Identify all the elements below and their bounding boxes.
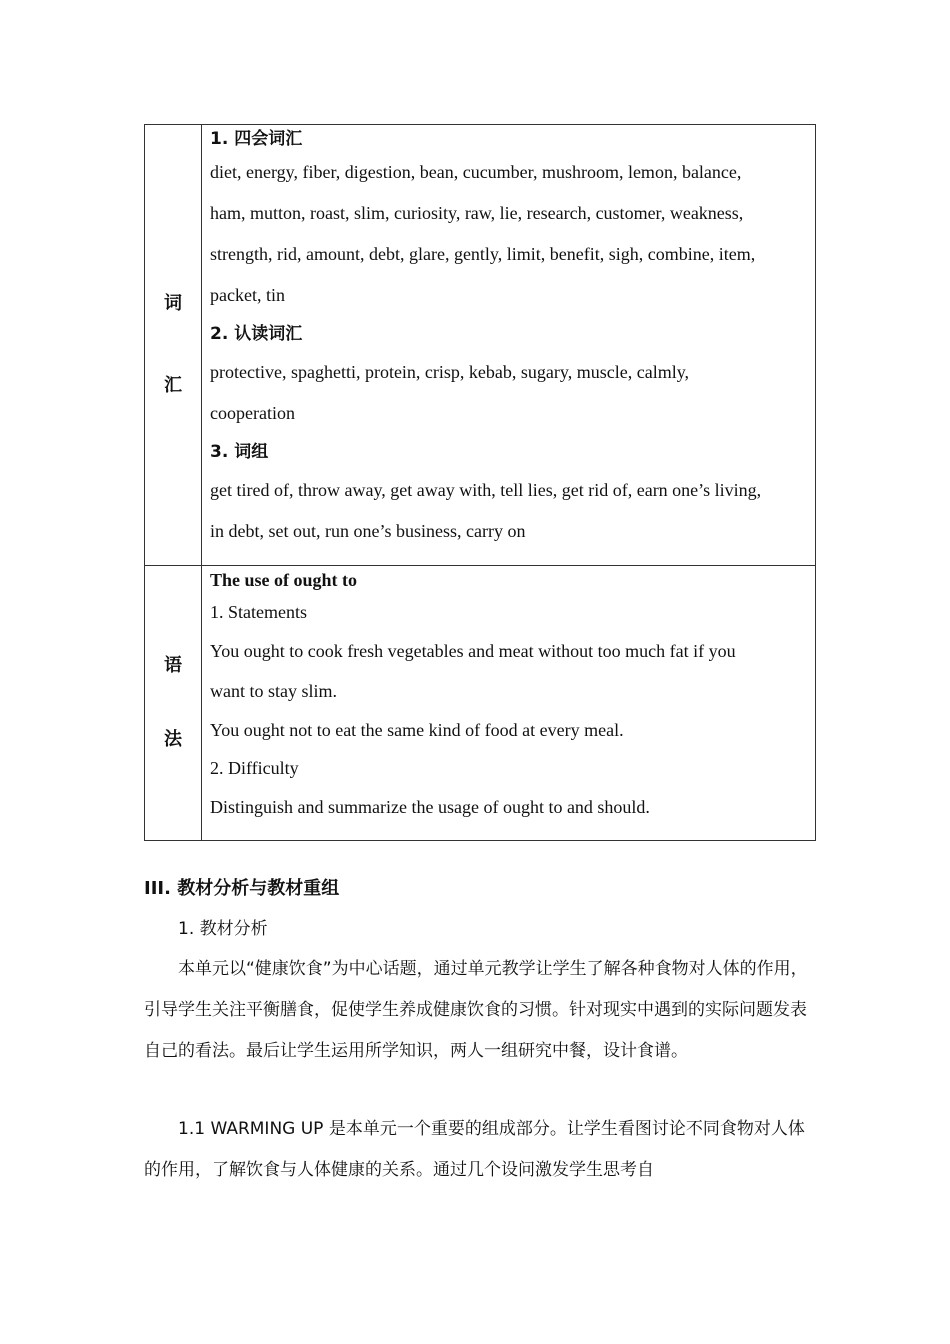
grammar-line: want to stay slim. (210, 681, 337, 701)
paragraph (144, 948, 809, 1071)
subheading (144, 908, 809, 949)
vocab-section-title: 3. 词组 (210, 442, 269, 462)
syllabus-table (144, 124, 816, 841)
vocab-label-char: 词 (164, 293, 182, 314)
vocab-line: packet, tin (210, 285, 285, 305)
grammar-line: 2. Difficulty (210, 758, 299, 778)
grammar-label-cell (145, 566, 202, 841)
grammar-title: The use of ought to (210, 570, 358, 590)
grammar-line: You ought to cook fresh vegetables and meat without too much fat if you (210, 641, 736, 661)
grammar-line: Distinguish and summarize the usage of ought to and should. (210, 797, 650, 817)
paragraph-text: 本单元以“健康饮食”为中心话题，通过单元教学让学生了解各种食物对人体的作用，引导学生关注平衡膳食，促使学生养成健康饮食的习惯。针对现实中遇到的实际问题发表自己的看法。最后让学生运用所学知识，两人一组研究中餐，设计食谱。 (144, 959, 808, 1061)
vocab-line: protective, spaghetti, protein, crisp, kebab, sugary, muscle, calmly, (210, 362, 690, 382)
vocab-content-cell (202, 125, 816, 566)
vocab-section-title: 1. 四会词汇 (210, 129, 303, 149)
grammar-content-cell (202, 566, 816, 841)
grammar-row (145, 566, 816, 841)
section-heading: III. 教材分析与教材重组 (144, 878, 340, 899)
vocab-line: in debt, set out, run one’s business, carry on (210, 521, 526, 541)
paragraph-text: 1.1 WARMING UP 是本单元一个重要的组成部分。让学生看图讨论不同食物对人体的作用，了解饮食与人体健康的关系。通过几个设问激发学生思考自 (144, 1119, 805, 1180)
vocab-line: cooperation (210, 403, 295, 423)
vocab-line: get tired of, throw away, get away with, tell lies, get rid of, earn one’s living, (210, 480, 762, 500)
vocab-row (145, 125, 816, 566)
subheading-text: 1. 教材分析 (178, 919, 268, 939)
vocab-label-cell (145, 125, 202, 566)
vocab-line: diet, energy, fiber, digestion, bean, cucumber, mushroom, lemon, balance, (210, 162, 742, 182)
grammar-line: 1. Statements (210, 602, 307, 622)
paragraph (144, 1108, 809, 1190)
vocab-label-char: 汇 (164, 375, 182, 396)
grammar-label-char: 法 (164, 729, 182, 750)
grammar-line: You ought not to eat the same kind of food at every meal. (210, 720, 624, 740)
vocab-line: ham, mutton, roast, slim, curiosity, raw, lie, research, customer, weakness, (210, 203, 744, 223)
vocab-section-title: 2. 认读词汇 (210, 324, 303, 344)
grammar-label-char: 语 (164, 655, 182, 676)
vocab-line: strength, rid, amount, debt, glare, gently, limit, benefit, sigh, combine, item, (210, 244, 756, 264)
